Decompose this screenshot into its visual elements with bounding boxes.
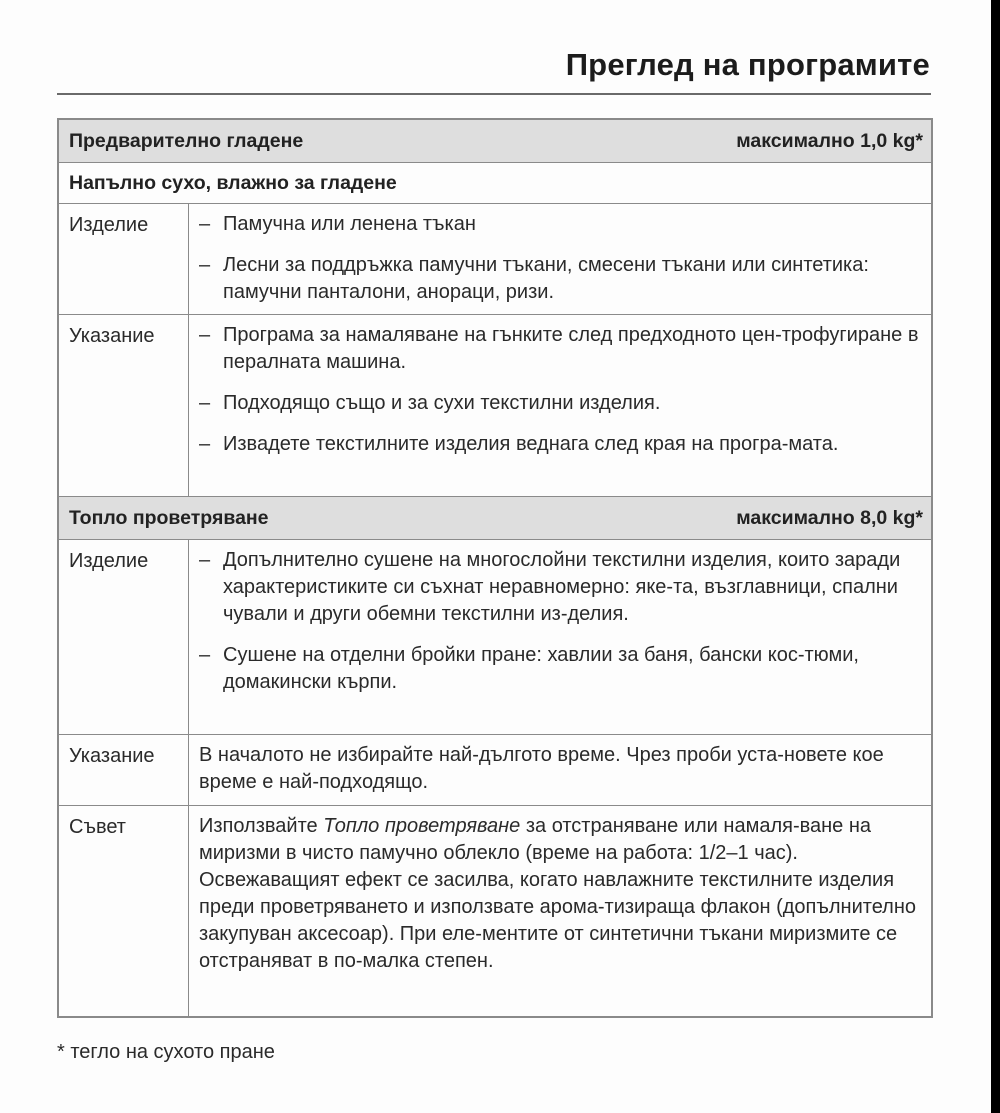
footnote: * тегло на сухото пране	[57, 1041, 275, 1063]
dash-bullet: –	[199, 324, 211, 346]
program-table	[57, 118, 933, 1018]
program-name: Предварително гладене	[69, 129, 304, 152]
program-capacity: максимално 8,0 kg*	[736, 506, 923, 529]
program-header-warm-air	[59, 496, 931, 539]
program-capacity: максимално 1,0 kg*	[736, 129, 923, 152]
list-item	[199, 431, 919, 458]
page-title: Преглед на програмите	[565, 47, 930, 82]
list-item	[199, 390, 919, 417]
table-row	[59, 314, 931, 496]
row-content: В началото не избирайте най-дългото време. Чрез проби уста-новете кое време е най-подходящо.	[199, 744, 884, 793]
list-item	[199, 211, 919, 238]
program-header-pre-ironing	[59, 120, 931, 162]
row-label: Указание	[59, 735, 189, 805]
program-reference: Топло проветряване	[323, 815, 521, 837]
list-item	[199, 642, 919, 696]
program-subtitle-text: Напълно сухо, влажно за гладене	[69, 171, 397, 194]
table-row	[59, 734, 931, 805]
row-label: Указание	[59, 315, 189, 496]
program-name: Топло проветряване	[69, 506, 269, 529]
list-item-text: Програма за намаляване на гънките след предходното цен-трофугиране в пералната машина.	[223, 324, 919, 373]
row-content	[189, 315, 931, 496]
row-label: Изделие	[59, 540, 189, 734]
dash-bullet: –	[199, 392, 211, 414]
program-subtitle	[59, 162, 931, 203]
row-label: Съвет	[59, 806, 189, 1016]
dash-bullet: –	[199, 644, 211, 666]
table-row	[59, 203, 931, 314]
table-row	[59, 539, 931, 734]
row-label: Изделие	[59, 204, 189, 314]
row-content	[189, 806, 931, 1016]
dash-bullet: –	[199, 254, 211, 276]
dash-bullet: –	[199, 213, 211, 235]
row-content	[189, 204, 931, 314]
list-item-text: Допълнително сушене на многослойни текстилни изделия, които заради характеристиките си съхнат неравномерно: яке-та, възглавници, спални чували и други обемни текстилни из-делия.	[223, 549, 901, 625]
list-item-text: Подходящо също и за сухи текстилни изделия.	[223, 392, 661, 414]
row-content	[189, 540, 931, 734]
table-row	[59, 805, 931, 1016]
dash-bullet: –	[199, 433, 211, 455]
title-divider	[57, 93, 931, 95]
dash-bullet: –	[199, 549, 211, 571]
tip-text: Използвайте	[199, 815, 324, 837]
list-item	[199, 322, 919, 376]
list-item-text: Извадете текстилните изделия веднага след края на програ-мата.	[223, 433, 839, 455]
list-item	[199, 252, 919, 306]
screen-edge	[991, 0, 1000, 1113]
list-item-text: Лесни за поддръжка памучни тъкани, смесени тъкани или синтетика: памучни панталони, анораци, ризи.	[223, 254, 869, 303]
tip-text: за отстраняване или намаля-ване на миризми в чисто памучно облекло (време на работа: 1/2–1 час). Освежаващият ефект се засилва, когато навлажните текстилните изделия преди проветряването и използвате арома-тизираща флакон (допълнително закупуван аксесоар). При еле-ментите от синтетични тъкани миризмите се отстраняват в по-малка степен.	[199, 815, 916, 972]
list-item-text: Памучна или ленена тъкан	[223, 213, 476, 235]
list-item-text: Сушене на отделни бройки пране: хавлии за баня, бански кос-тюми, домакински кърпи.	[223, 644, 859, 693]
list-item	[199, 547, 919, 628]
